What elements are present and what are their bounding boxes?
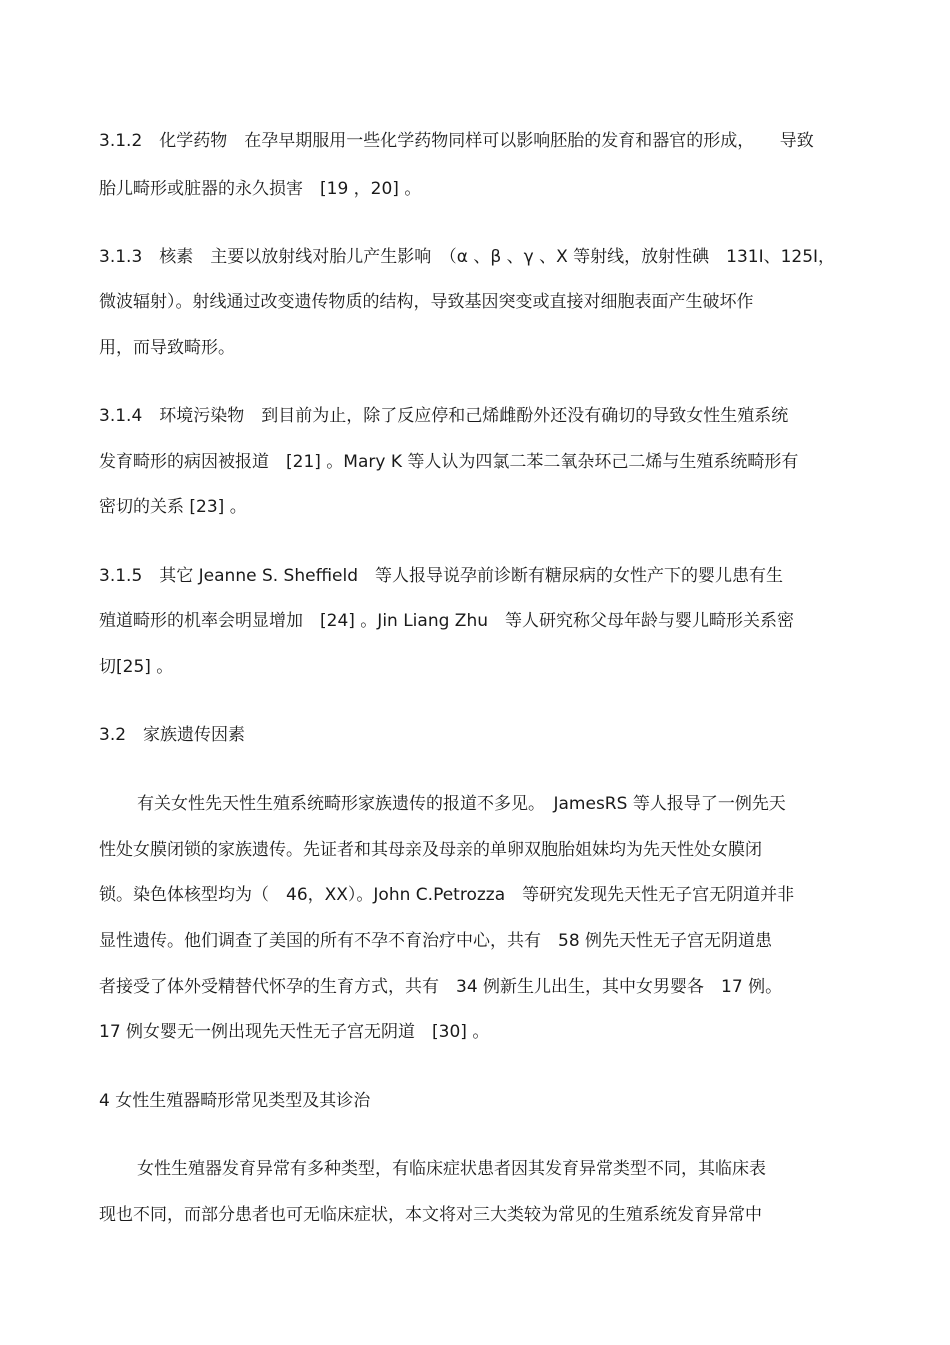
section-3-2-paragraph-line-6: 17 例女婴无一例出现先天性无子宫无阴道 [30] 。 (99, 1022, 490, 1042)
section-3-2-paragraph-line-2: 性处女膜闭锁的家族遗传。先证者和其母亲及母亲的单卵双胞胎姐妹均为先天性处女膜闭 (99, 840, 762, 860)
section-3-1-2-line-2: 胎儿畸形或脏器的永久损害 [19 ，20] 。 (99, 179, 422, 199)
section-3-1-3-line-2: 微波辐射）。射线通过改变遗传物质的结构，导致基因突变或直接对细胞表面产生破坏作 (99, 292, 754, 312)
section-3-1-4-line-3: 密切的关系 [23] 。 (99, 497, 247, 517)
section-3-1-5-line-3: 切[25] 。 (99, 657, 174, 677)
section-3-1-5-line-1: 3.1.5 其它 Jeanne S. Sheffield 等人报导说孕前诊断有糖尿病的女性产下的婴儿患有生 (99, 566, 783, 586)
section-4-paragraph-line-2: 现也不同，而部分患者也可无临床症状，本文将对三大类较为常见的生殖系统发育异常中 (99, 1205, 762, 1225)
section-3-1-4-line-2: 发育畸形的病因被报道 [21] 。Mary K 等人认为四氯二苯二氧杂环己二烯与生殖系统畸形有 (99, 452, 799, 472)
section-3-2-paragraph-line-4: 显性遗传。他们调查了美国的所有不孕不育治疗中心，共有 58 例先天性无子宫无阴道患 (99, 931, 773, 951)
section-4-heading: 4 女性生殖器畸形常见类型及其诊治 (99, 1091, 371, 1111)
section-4-paragraph-line-1: 女性生殖器发育异常有多种类型，有临床症状患者因其发育异常类型不同，其临床表 (137, 1159, 766, 1179)
section-3-2-paragraph-line-3: 锁。染色体核型均为（ 46，XX）。John C.Petrozza 等研究发现先天性无子宫无阴道并非 (99, 885, 795, 905)
section-3-1-3-line-1: 3.1.3 核素 主要以放射线对胎儿产生影响 （α 、β 、γ 、X 等射线，放射性碘 131I、125I， (99, 247, 836, 267)
section-3-2-paragraph-line-5: 者接受了体外受精替代怀孕的生育方式，共有 34 例新生儿出生，其中女男婴各 17 例。 (99, 977, 783, 997)
section-3-2-heading: 3.2 家族遗传因素 (99, 725, 246, 745)
section-3-1-4-line-1: 3.1.4 环境污染物 到目前为止，除了反应停和己烯雌酚外还没有确切的导致女性生殖系统 (99, 406, 789, 426)
section-3-1-5-line-2: 殖道畸形的机率会明显增加 [24] 。Jin Liang Zhu 等人研究称父母年龄与婴儿畸形关系密 (99, 611, 794, 631)
section-3-1-2-line-1: 3.1.2 化学药物 在孕早期服用一些化学药物同样可以影响胚胎的发育和器官的形成， 导致 (99, 131, 814, 151)
section-3-1-3-line-3: 用，而导致畸形。 (99, 338, 235, 358)
section-3-2-paragraph-line-1: 有关女性先天性生殖系统畸形家族遗传的报道不多见。 JamesRS 等人报导了一例先天 (137, 794, 786, 814)
